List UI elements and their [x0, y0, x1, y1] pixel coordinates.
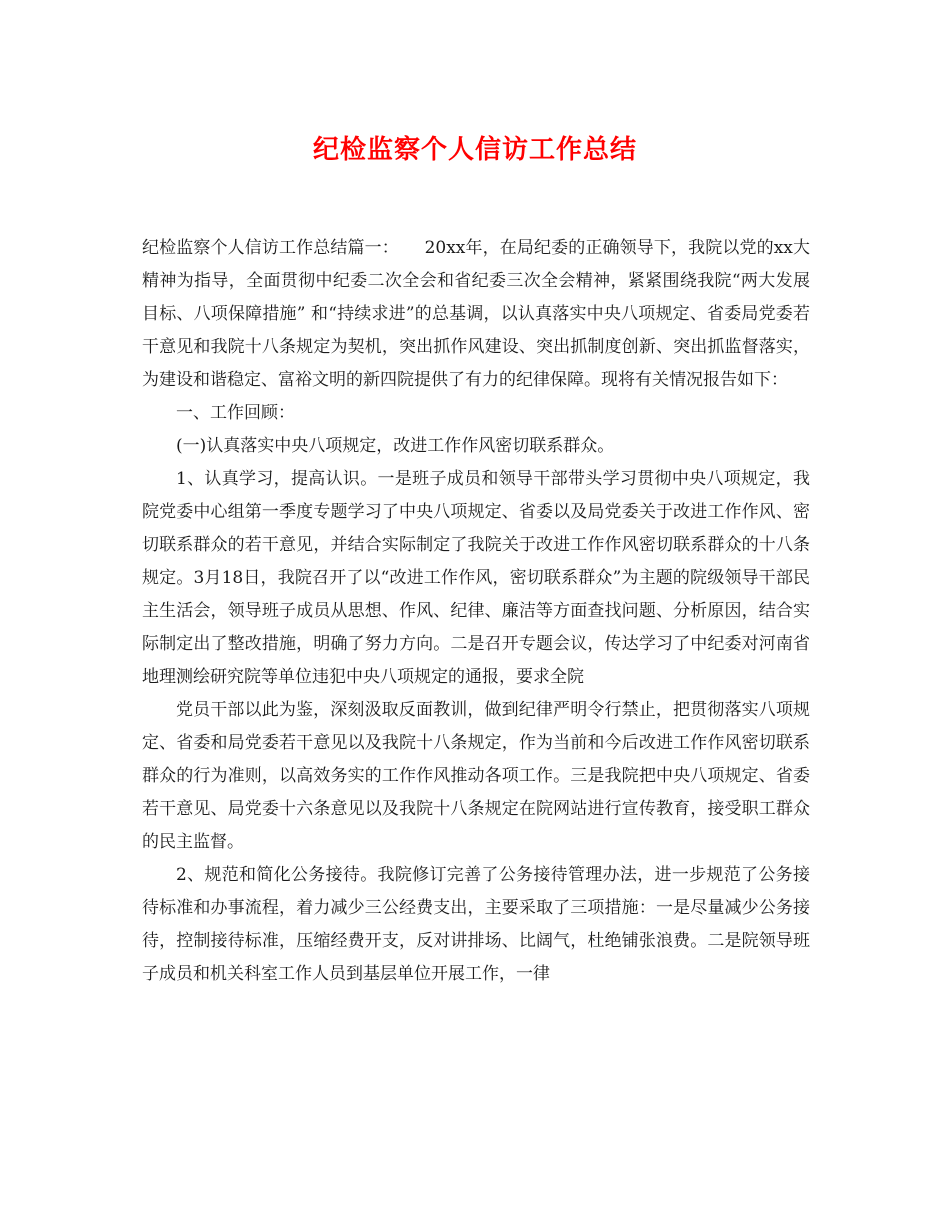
paragraph-reception: 2、规范和简化公务接待。我院修订完善了公务接待管理办法，进一步规范了公务接待标准和办事流程，着力减少三公经费支出，主要采取了三项措施：一是尽量减少公务接待，控制接待标准，压缩经费开支，反对讲排场、比阔气，杜绝铺张浪费。二是院领导班子成员和机关科室工作人员到基层单位开展工作，一律: [142, 865, 810, 984]
paragraph-study: 1、认真学习，提高认识。一是班子成员和领导干部带头学习贯彻中央八项规定，我院党委中心组第一季度专题学习了中央八项规定、省委以及局党委关于改进工作作风、密切联系群众的若干意见，并结合实际制定了我院关于改进工作作风密切联系群众的十八条规定。3月18日，我院召开了以“改进工作作风，密切联系群众”为主题的院级领导干部民主生活会，领导班子成员从思想、作风、纪律、廉洁等方面查找问题、分析原因，结合实际制定出了整改措施，明确了努力方向。二是召开专题会议，传达学习了中纪委对河南省地理测绘研究院等单位违犯中央八项规定的通报，要求全院: [142, 469, 810, 687]
document-title: 纪检监察个人信访工作总结: [312, 135, 637, 165]
paragraph-intro: 纪检监察个人信访工作总结篇一： 20xx年，在局纪委的正确领导下，我院以党的xx大精神为指导，全面贯彻中纪委二次全会和省纪委三次全会精神，紧紧围绕我院“两大发展目标、八项保障措施” 和“持续求进”的总基调，以认真落实中央八项规定、省委局党委若干意见和我院十八条规定为契机，突出抓作风建设、突出抓制度创新、突出抓监督落实，为建设和谐稳定、富裕文明的新四院提供了有力的纪律保障。现将有关情况报告如下：: [142, 238, 810, 390]
paragraph-study-continued: 党员干部以此为鉴，深刻汲取反面教训，做到纪律严明令行禁止，把贯彻落实八项规定、省委和局党委若干意见以及我院十八条规定，作为当前和今后改进工作作风密切联系群众的行为准则，以高效务实的工作作风推动各项工作。三是我院把中央八项规定、省委若干意见、局党委十六条意见以及我院十八条规定在院网站进行宣传教育，接受职工群众的民主监督。: [142, 700, 810, 852]
heading-work-review: 一、工作回顾：: [176, 403, 295, 423]
subheading-eight-rules: (一)认真落实中央八项规定，改进工作作风密切联系群众。: [176, 436, 615, 456]
document-body: [142, 232, 810, 991]
